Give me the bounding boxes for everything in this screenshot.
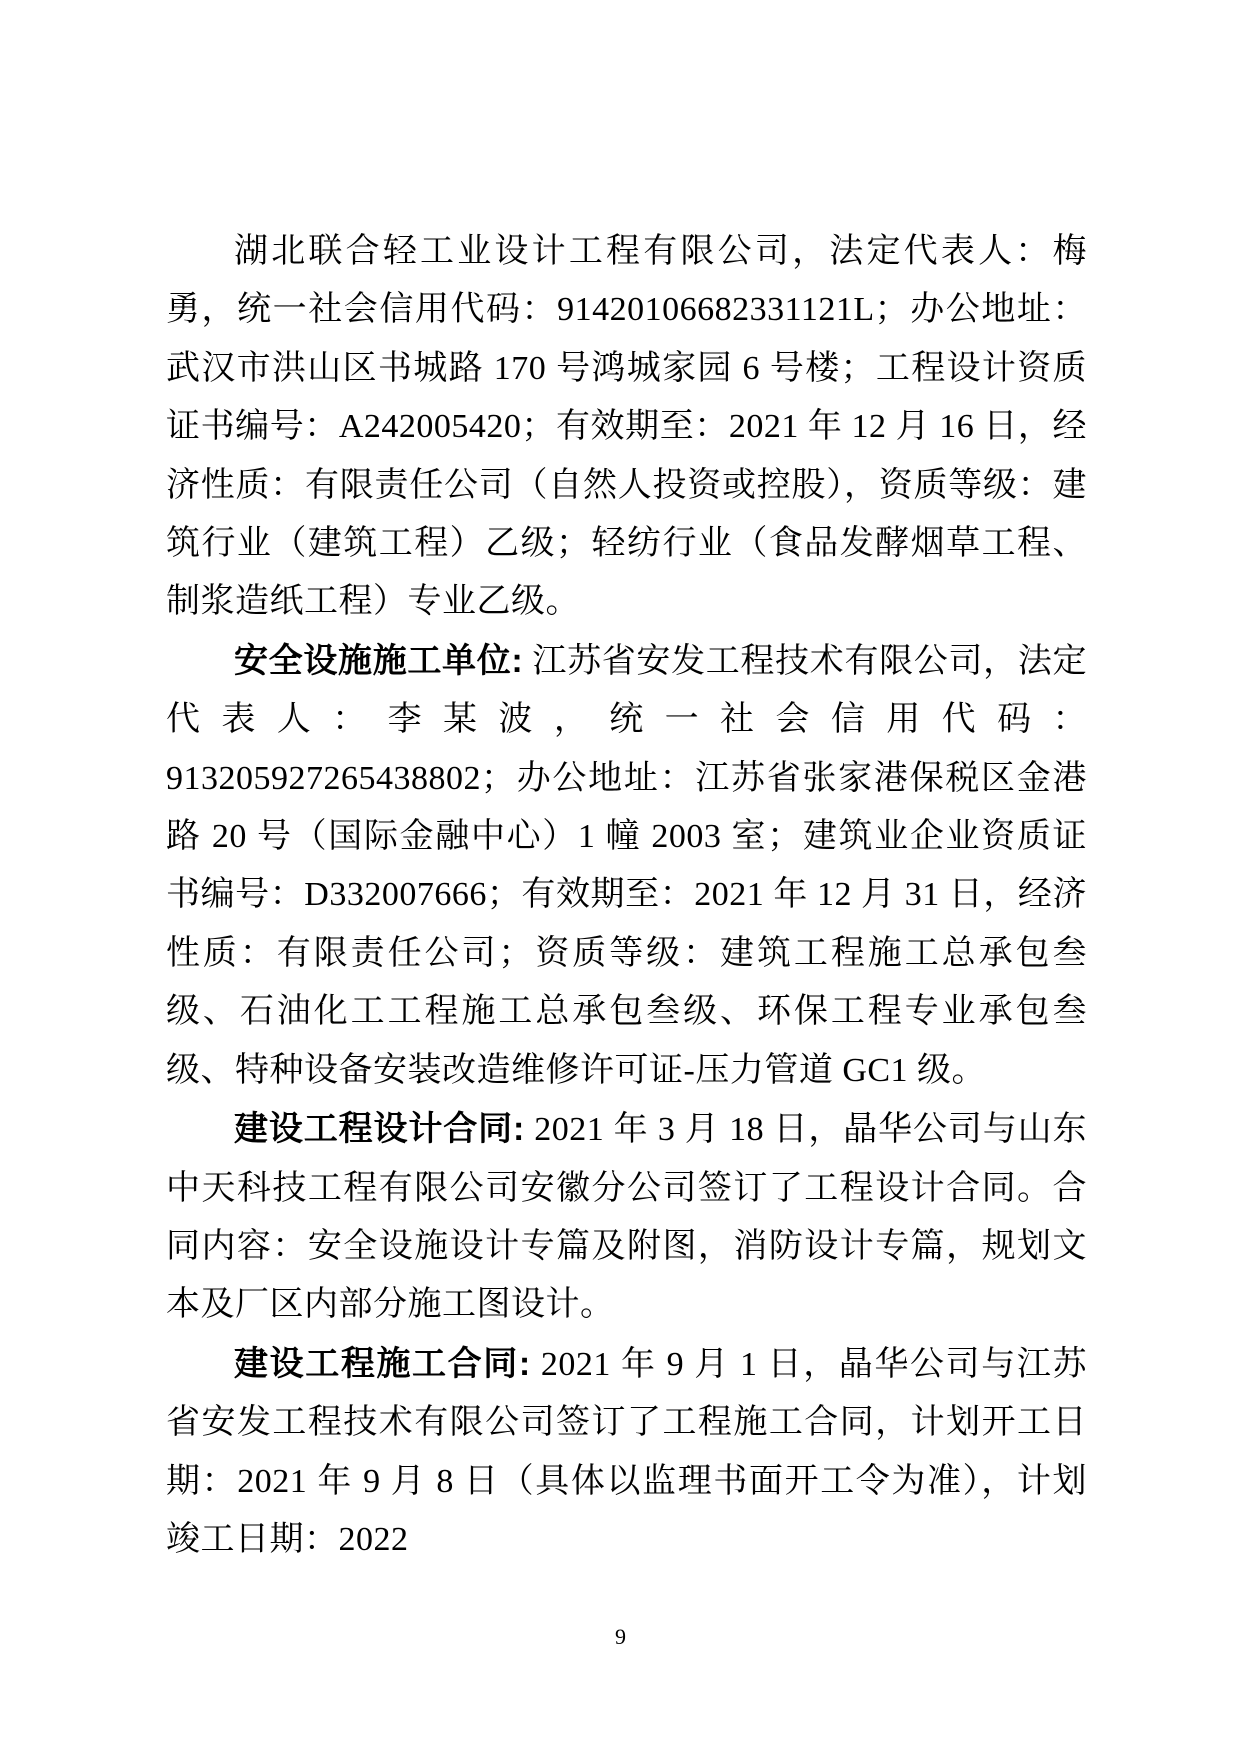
paragraph-lead: 建设工程施工合同: — [234, 1344, 531, 1383]
paragraph-lead: 建设工程设计合同: — [234, 1110, 525, 1149]
paragraph-lead: 安全设施施工单位: — [234, 641, 524, 680]
paragraph-text: 2021 年 3 月 18 日，晶华公司与山东中天科技工程有限公司安徽分公司签订了工程设计合同。合同内容：安全设施设计专篇及附图，消防设计专篇，规划文本及厂区内部分施工图设计。 — [166, 1111, 1088, 1324]
paragraph-text: 湖北联合轻工业设计工程有限公司，法定代表人：梅勇，统一社会信用代码：91420106682331121L；办公地址：武汉市洪山区书城路 170 号鸿城家园 6 号楼；工程设计资质证书编号：A242005420；有效期至：2021 年 12 月 16 日，经济性质：有限责任公司（自然人投资或控股），资质等级：建筑行业（建筑工程）乙级；轻纺行业（食品发酵烟草工程、制浆造纸工程）专业乙级。 — [166, 233, 1087, 621]
paragraph-design-unit-details — [166, 222, 1087, 632]
page-number: 9 — [615, 1624, 626, 1649]
paragraph-safety-construction-unit — [166, 632, 1087, 1100]
paragraph-design-contract — [166, 1100, 1087, 1335]
document-body — [166, 222, 1087, 1569]
paragraph-text: 江苏省安发工程技术有限公司，法定代表人：李某波，统一社会信用代码：913205927265438802；办公地址：江苏省张家港保税区金港路 20 号（国际金融中心）1 幢 2003 室；建筑业企业资质证书编号：D332007666；有效期至：2021 年 12 月 31 日，经济性质：有限责任公司；资质等级：建筑工程施工总承包叁级、石油化工工程施工总承包叁级、环保工程专业承包叁级、特种设备安装改造维修许可证-压力管道 GC1 级。 — [166, 642, 1087, 1089]
paragraph-text: 2021 年 9 月 1 日，晶华公司与江苏省安发工程技术有限公司签订了工程施工合同，计划开工日期：2021 年 9 月 8 日（具体以监理书面开工令为准），计划竣工日期：2022 — [166, 1345, 1087, 1558]
paragraph-construction-contract — [166, 1335, 1087, 1570]
